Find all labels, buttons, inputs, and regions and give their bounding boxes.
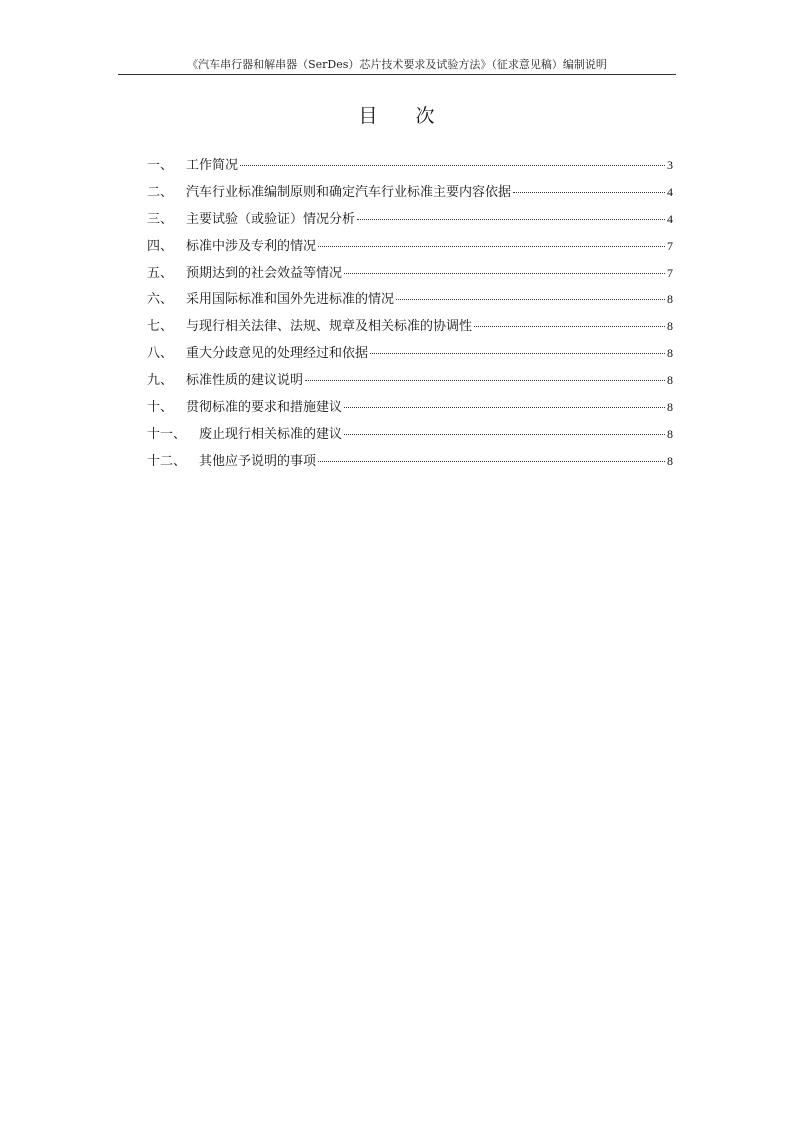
toc-entry-title: 其他应予说明的事项	[199, 453, 317, 469]
toc-entry[interactable]	[147, 448, 673, 475]
toc-entry-page: 8	[667, 292, 673, 307]
toc-entry-title: 标准性质的建议说明	[186, 373, 304, 389]
toc-title: 目 次	[358, 105, 451, 127]
toc-entry-number: 四、	[147, 238, 174, 254]
toc-entry[interactable]	[147, 286, 673, 313]
toc-entry[interactable]	[147, 421, 673, 448]
toc-entry[interactable]	[147, 206, 673, 233]
toc-entry-number: 一、	[147, 158, 174, 173]
toc-entry[interactable]	[147, 233, 673, 260]
toc-entry-title: 工作简况	[186, 158, 239, 173]
dot-leader	[357, 219, 665, 220]
toc-entry-number: 三、	[147, 211, 174, 227]
toc-entry-title: 贯彻标准的要求和措施建议	[186, 400, 343, 416]
toc-entry-page: 4	[667, 211, 673, 226]
toc-entry[interactable]	[147, 394, 673, 421]
toc-entry-title: 标准中涉及专利的情况	[186, 238, 317, 254]
dot-leader	[344, 434, 665, 435]
toc-entry-page: 8	[667, 400, 673, 415]
toc-entry[interactable]	[147, 313, 673, 340]
toc-entry-number: 九、	[147, 373, 174, 389]
toc-entry-title: 主要试验（或验证）情况分析	[186, 211, 356, 227]
toc-entry-title: 预期达到的社会效益等情况	[186, 265, 343, 281]
table-of-contents	[147, 152, 673, 475]
toc-entry-page: 8	[667, 319, 673, 334]
toc-entry[interactable]	[147, 179, 673, 206]
toc-entry[interactable]	[147, 260, 673, 287]
toc-entry-page: 8	[667, 426, 673, 441]
toc-entry-number: 十二、	[147, 453, 187, 469]
toc-entry[interactable]	[147, 367, 673, 394]
dot-leader	[318, 246, 665, 247]
toc-entry[interactable]	[147, 340, 673, 367]
running-header: 《汽车串行器和解串器（SerDes）芯片技术要求及试验方法》（征求意见稿）编制说明	[187, 58, 607, 71]
toc-entry-title: 废止现行相关标准的建议	[199, 426, 343, 442]
dot-leader	[513, 192, 665, 193]
toc-entry-number: 五、	[147, 265, 174, 281]
toc-entry-number: 二、	[147, 184, 174, 200]
dot-leader	[370, 353, 665, 354]
dot-leader	[318, 461, 665, 462]
toc-entry-page: 3	[667, 158, 673, 172]
dot-leader	[344, 407, 665, 408]
dot-leader	[474, 326, 665, 327]
toc-entry-page: 4	[667, 184, 673, 199]
toc-entry-title: 汽车行业标准编制原则和确定汽车行业标准主要内容依据	[186, 184, 512, 200]
toc-entry-page: 8	[667, 373, 673, 388]
toc-entry-page: 8	[667, 453, 673, 468]
toc-entry-number: 八、	[147, 346, 174, 362]
toc-entry-number: 六、	[147, 292, 174, 308]
toc-entry-page: 7	[667, 238, 673, 253]
toc-entry-title: 与现行相关法律、法规、规章及相关标准的协调性	[186, 319, 473, 335]
dot-leader	[305, 380, 665, 381]
toc-entry-number: 十一、	[147, 426, 187, 442]
toc-entry-page: 7	[667, 265, 673, 280]
toc-entry[interactable]	[147, 152, 673, 179]
toc-entry-title: 重大分歧意见的处理经过和依据	[186, 346, 369, 362]
toc-entry-number: 十、	[147, 400, 174, 416]
toc-entry-title: 采用国际标准和国外先进标准的情况	[186, 292, 395, 308]
toc-entry-number: 七、	[147, 319, 174, 335]
header-rule	[118, 74, 676, 75]
dot-leader	[344, 273, 665, 274]
dot-leader	[240, 165, 665, 166]
dot-leader	[396, 299, 665, 300]
toc-entry-page: 8	[667, 346, 673, 361]
